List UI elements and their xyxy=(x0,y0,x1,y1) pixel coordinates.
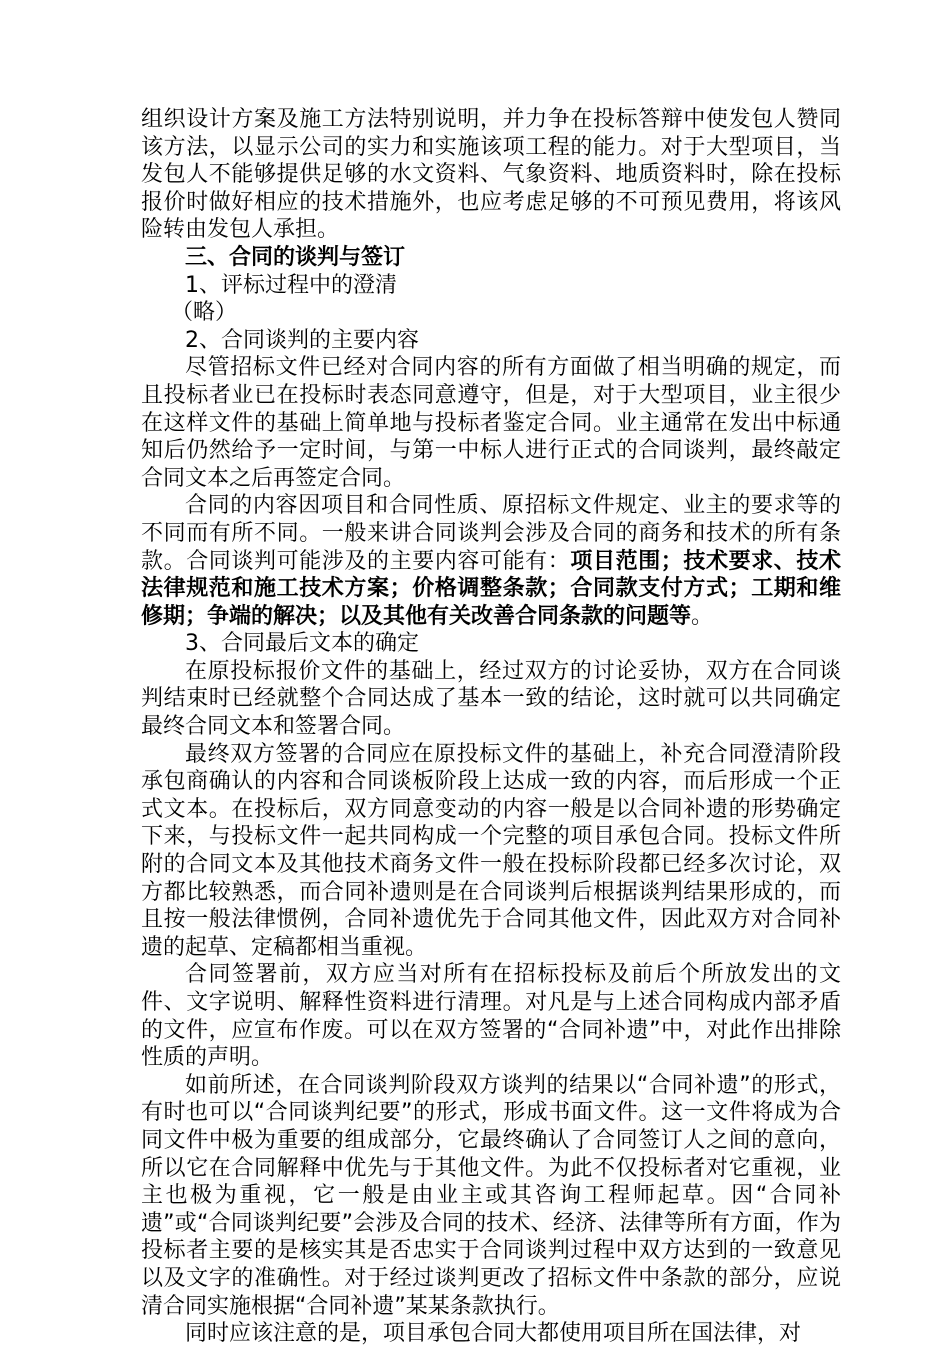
section-heading: 三、合同的谈判与签订 xyxy=(185,244,406,270)
negotiation-topics-bold: 项目范围；技术要求、技术法律规范和施工技术方案；价格调整条款；合同款支付方式；工期和维修期；争端的解决；以及其他有关改善合同条款的问题等 xyxy=(141,548,841,629)
paragraph-signed-contract: 最终双方签署的合同应在原投标文件的基础上，补充合同澄清阶段承包商确认的内容和合同谈板阶段上达成一致的内容，而后形成一个正式文本。在投标后，双方同意变动的内容一般是以合同补遗的形势确定下来，与投标文件一起共同构成一个完整的项目承包合同。投标文件所附的合同文本及其他技术商务文件一般在投标阶段都已经多次讨论，双方都比较熟悉，而合同补遗则是在合同谈判后根据谈判结果形成的，而且按一般法律惯例，合同补遗优先于合同其他文件，因此双方对合同补遗的起草、定稿都相当重视。 xyxy=(141,741,841,960)
paragraph-governing-law: 同时应该注意的是，项目承包合同大都使用项目所在国法律，对 xyxy=(185,1321,802,1347)
subsection-3-title: 3、合同最后文本的确定 xyxy=(185,631,419,657)
omitted-note: （略） xyxy=(171,300,238,326)
document-page xyxy=(141,106,841,1348)
paragraph-negotiation: 尽管招标文件已经对合同内容的所有方面做了相当明确的规定，而且投标者业已在投标时表态同意遵守，但是，对于大型项目，业主很少在这样文件的基础上简单地与投标者鉴定合同。业主通常在发出中标通知后仍然给予一定时间，与第一中标人进行正式的合同谈判，最终敲定合同文本之后再签定合同。 xyxy=(141,355,841,491)
subsection-2-title: 2、合同谈判的主要内容 xyxy=(185,327,419,353)
paragraph-addendum: 如前所述，在合同谈判阶段双方谈判的结果以“合同补遗”的形式，有时也可以“合同谈判纪要”的形式，形成书面文件。这一文件将成为合同文件中极为重要的组成部分，它最终确认了合同签订人之间的意向，所以它在合同解释中优先与于其他文件。为此不仅投标者对它重视，业主也极为重视，它一般是由业主或其咨询工程师起草。因“合同补遗”或“合同谈判纪要”会涉及合同的技术、经济、法律等所有方面，作为投标者主要的是核实其是否忠实于合同谈判过程中双方达到的一致意见以及文字的准确性。对于经过谈判更改了招标文件中条款的部分，应说清合同实施根据“合同补遗”某某条款执行。 xyxy=(141,1072,841,1319)
intro-paragraph: 组织设计方案及施工方法特别说明，并力争在投标答辩中使发包人赞同该方法，以显示公司的实力和实施该项工程的能力。对于大型项目，当发包人不能够提供足够的水文资料、气象资料、地质资料时，除在投标报价时做好相应的技术措施外，也应考虑足够的不可预见费用，将该风险转由发包人承担。 xyxy=(141,107,841,243)
negotiation-end-mark: 。 xyxy=(691,603,714,629)
paragraph-pre-signing: 合同签署前，双方应当对所有在招标投标及前后个所放发出的文件、文字说明、解释性资料进行清理。对凡是与上述合同构成内部矛盾的文件，应宣布作废。可以在双方签署的“合同补遗”中，对此作出排除性质的声明。 xyxy=(141,962,841,1071)
negotiation-intro-text: 合同的内容因项目和合同性质、原招标文件规定、业主的要求等的不同而有所不同。一般来讲合同谈判会涉及合同的商务和技术的所有条款。合同谈判可能涉及的主要内容可能有： xyxy=(141,493,841,574)
subsection-1-title: 1、评标过程中的澄清 xyxy=(185,272,397,298)
paragraph-final-text: 在原投标报价文件的基础上，经过双方的讨论妥协，双方在合同谈判结束时已经就整个合同达成了基本一致的结论，这时就可以共同确定最终合同文本和签署合同。 xyxy=(141,658,841,740)
paragraph-negotiation-content xyxy=(141,492,841,630)
